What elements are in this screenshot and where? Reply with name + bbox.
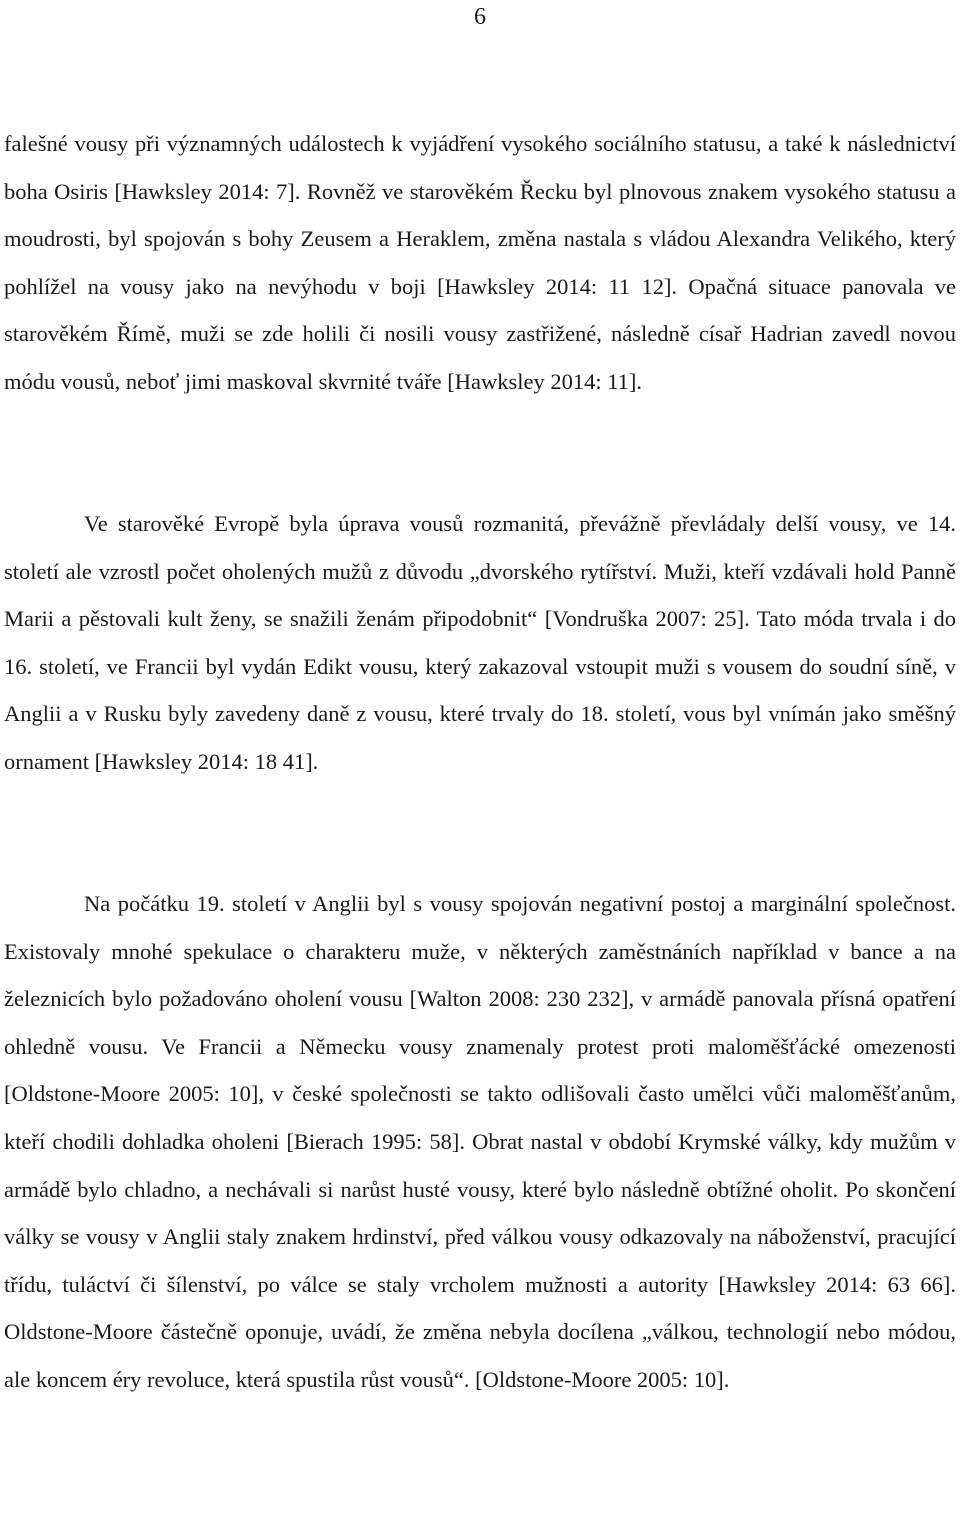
paragraph-2: Ve starověké Evropě byla úprava vousů rozmanitá, převážně převládaly delší vousy, ve 14. století ale vzrostl počet oholených mužů z důvodu „dvorského rytířství. Muži, kteří vzdávali hold Panně Marii a pěstovali kult ženy, se snažili ženám připodobnit“ [Vondruška 2007: 25]. Tato móda trvala i do 16. století, ve Francii byl vydán Edikt vousu, který zakazoval vstoupit muži s vousem do soudní síně, v Anglii a v Rusku byly zavedeny daně z vousu, které trvaly do 18. století, vous byl vnímán jako směšný ornament [Hawksley 2014: 18 41]. [4, 511, 956, 774]
paragraph-1: falešné vousy při významných událostech k vyjádření vysokého sociálního statusu, a také k následnictví boha Osiris [Hawksley 2014: 7]. Rovněž ve starověkém Řecku byl plnovous znakem vysokého statusu a moudrosti, byl spojován s bohy Zeusem a Heraklem, změna nastala s vládou Alexandra Velikého, který pohlížel na vousy jako na nevýhodu v boji [Hawksley 2014: 11 12]. Opačná situace panovala ve starověkém Římě, muži se zde holili či nosili vousy zastřižené, následně císař Hadrian zavedl novou módu vousů, neboť jimi maskoval skvrnité tváře [Hawksley 2014: 11]. [4, 131, 956, 394]
paragraph-1-block [4, 120, 956, 406]
paragraph-3-block [4, 880, 956, 1404]
page-number: 6 [474, 4, 486, 30]
paragraph-2-block [4, 500, 956, 786]
paragraph-3: Na počátku 19. století v Anglii byl s vousy spojován negativní postoj a marginální společnost. Existovaly mnohé spekulace o charakteru muže, v některých zaměstnáních například v bance a na železnicích bylo požadováno oholení vousu [Walton 2008: 230 232], v armádě panovala přísná opatření ohledně vousu. Ve Francii a Německu vousy znamenaly protest proti maloměšťácké omezenosti [Oldstone-Moore 2005: 10], v české společnosti se takto odlišovali často umělci vůči maloměšťanům, kteří chodili dohladka oholeni [Bierach 1995: 58]. Obrat nastal v období Krymské války, kdy mužům v armádě bylo chladno, a nechávali si narůst husté vousy, které bylo následně obtížné oholit. Po skončení války se vousy v Anglii staly znakem hrdinství, před válkou vousy odkazovaly na náboženství, pracující třídu, tuláctví či šílenství, po válce se staly vrcholem mužnosti a autority [Hawksley 2014: 63 66]. Oldstone-Moore částečně oponuje, uvádí, že změna nebyla docílena „válkou, technologií nebo módou, ale koncem éry revoluce, která spustila růst vousů“. [Oldstone-Moore 2005: 10]. [4, 891, 956, 1392]
